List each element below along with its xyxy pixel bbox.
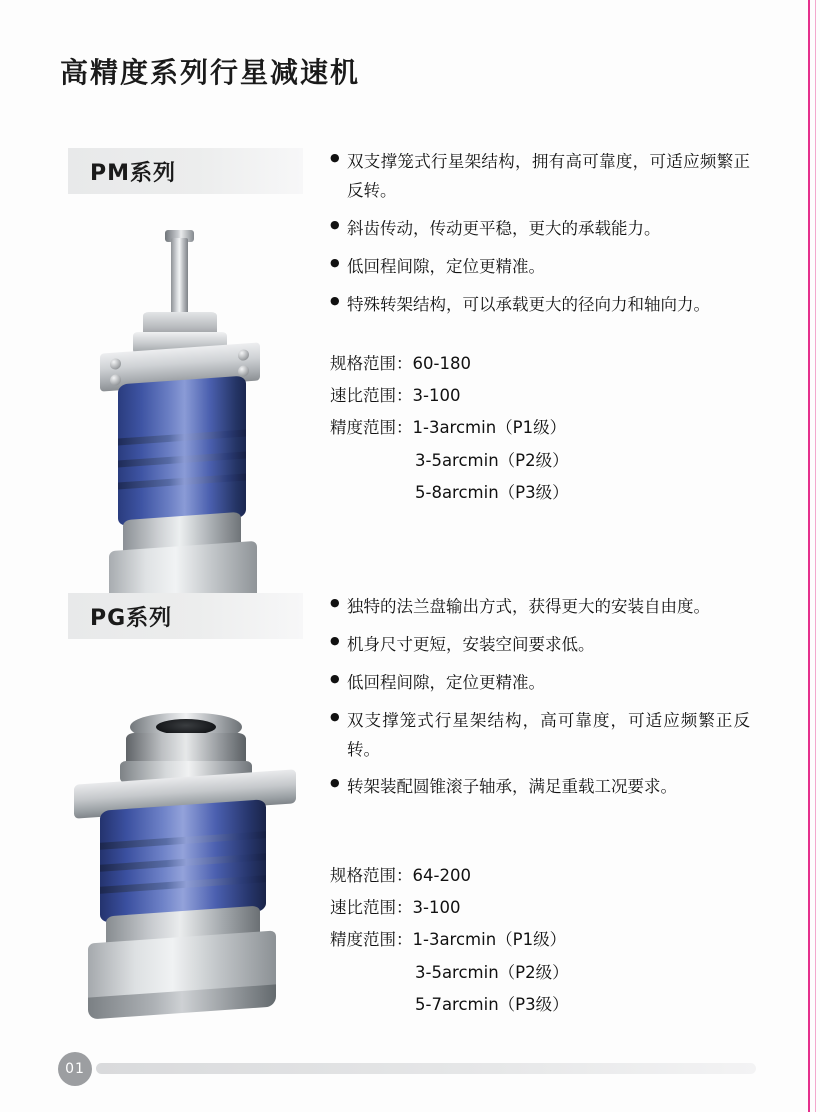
series-badge-pg (68, 593, 303, 639)
spec-precision-p3: 5-7arcmin（P3级） (415, 994, 569, 1014)
list-item: ● 双支撑笼式行星架结构，高可靠度，可适应频繁正反转。 (330, 707, 750, 765)
pm-feature-list (330, 148, 750, 328)
list-item: ● 双支撑笼式行星架结构，拥有高可靠度，可适应频繁正反转。 (330, 148, 750, 206)
pm-flange-bolt (110, 358, 121, 370)
spec-precision-p1: 精度范围：1-3arcmin（P1级） (330, 418, 567, 438)
list-item: ● 独特的法兰盘输出方式，获得更大的安装自由度。 (330, 593, 750, 622)
series-badge-label: PG系列 (90, 605, 173, 631)
list-item: ● 低回程间隙，定位更精准。 (330, 669, 750, 698)
pm-flange-bolt (110, 374, 121, 386)
footer-rule (96, 1063, 756, 1074)
series-badge-pm (68, 148, 303, 194)
spec-precision-p2: 3-5arcmin（P2级） (415, 450, 569, 470)
spec-precision-p2: 3-5arcmin（P2级） (415, 962, 569, 982)
page-number-badge: 01 (58, 1052, 92, 1086)
series-badge-label: PM系列 (90, 160, 177, 186)
page-title: 高精度系列行星减速机 (60, 55, 361, 89)
list-item: ● 特殊转架结构，可以承载更大的径向力和轴向力。 (330, 291, 750, 320)
pm-output-shaft (171, 238, 188, 316)
pg-gearbox-photo (60, 705, 290, 1065)
spec-ratio-range: 速比范围：3-100 (330, 898, 461, 918)
spec-precision-p1: 精度范围：1-3arcmin（P1级） (330, 930, 567, 950)
pm-flange-bolt (238, 349, 249, 361)
spec-size-range: 规格范围：60-180 (330, 354, 471, 373)
page-edge-rule-pink (808, 0, 810, 1112)
page-footer (0, 1050, 820, 1094)
list-item: ● 斜齿传动，传动更平稳，更大的承载能力。 (330, 215, 750, 244)
pg-feature-list (330, 593, 750, 811)
pm-spec-list (330, 348, 760, 509)
pg-spec-list (330, 860, 760, 1021)
page-edge-rule-thin (815, 0, 816, 1112)
spec-size-range: 规格范围：64-200 (330, 866, 471, 885)
spec-ratio-range: 速比范围：3-100 (330, 386, 461, 406)
pm-blue-housing (118, 376, 246, 527)
pm-flange-bolt (238, 365, 249, 377)
list-item: ● 低回程间隙，定位更精准。 (330, 253, 750, 282)
list-item: ● 机身尺寸更短，安装空间要求低。 (330, 631, 750, 660)
list-item: ● 转架装配圆锥滚子轴承，满足重载工况要求。 (330, 773, 750, 802)
spec-precision-p3: 5-8arcmin（P3级） (415, 482, 569, 502)
